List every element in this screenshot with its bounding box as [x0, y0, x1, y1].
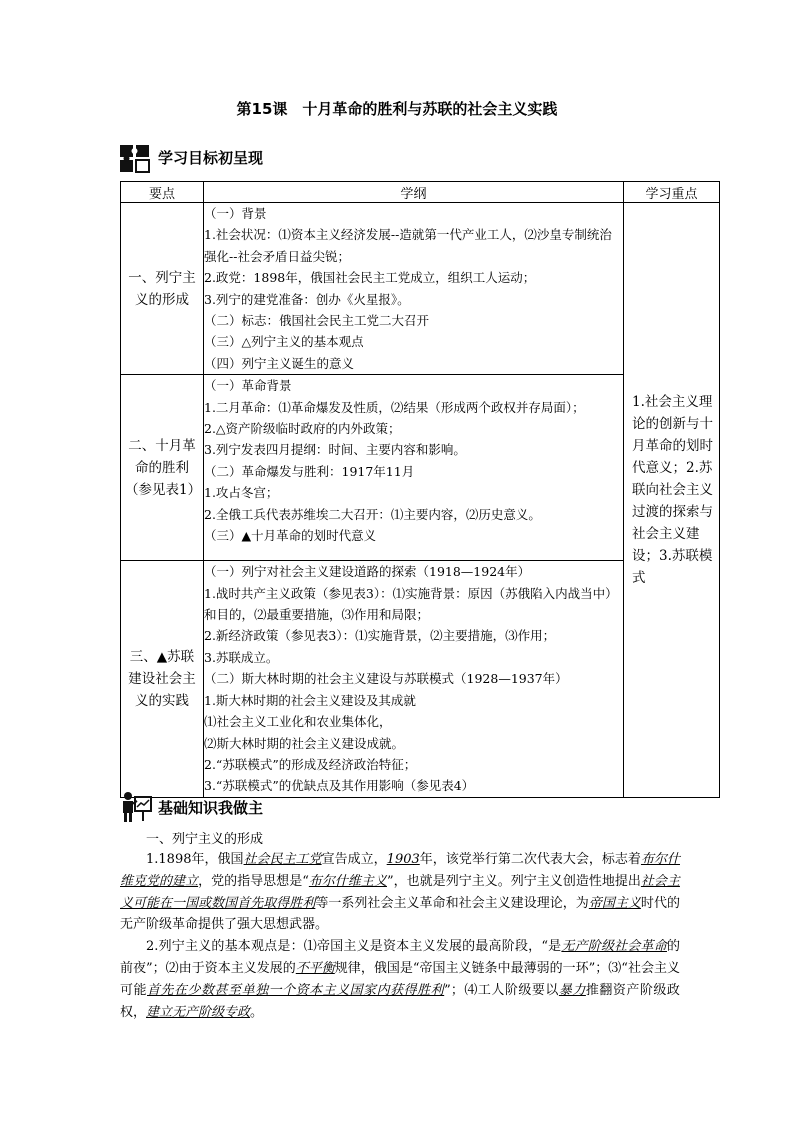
outline-line: ⑴社会主义工业化和农业集体化，: [204, 714, 392, 730]
text: 。: [250, 1004, 264, 1020]
outline-line: 3.列宁的建党准备：创办《火星报》。: [204, 291, 410, 307]
outline-line: （三）△列宁主义的基本观点: [204, 334, 364, 350]
outline-line: （一）列宁对社会主义建设道路的探索（1918—1924年）: [204, 564, 531, 580]
teacher-board-icon: [120, 791, 152, 823]
text: 等一系列社会主义革命和社会主义建设理论，为: [315, 895, 589, 911]
outline-cell: [204, 561, 624, 797]
outline-line: 2.“苏联模式”的形成及经济政治特征；: [204, 756, 417, 772]
subheading: 一、列宁主义的形成: [146, 832, 264, 847]
text: 2.列宁主义的基本观点是：⑴帝国主义是资本主义发展的最高阶段，“是: [146, 939, 562, 955]
answer-blank: 布尔什维主义: [308, 873, 387, 889]
outline-line: ⑵斯大林时期的社会主义建设成就。: [204, 735, 405, 751]
answer-blank: 无产阶级社会革命: [561, 939, 667, 955]
outline-line: （四）列宁主义诞生的意义: [204, 355, 355, 371]
text: 规律，俄国是“帝国主义链条中最薄弱的一环”；⑶“社会主义可能: [120, 960, 680, 998]
outline-line: 3.“苏联模式”的优缺点及其作用影响（参见表4）: [204, 778, 475, 794]
outline-line: 2.△资产阶级临时政府的内外政策；: [204, 421, 401, 437]
keypoint-cell: 三、▲苏联建设社会主义的实践: [121, 561, 204, 797]
outline-line: 3.苏联成立。: [204, 649, 279, 665]
text: ，党的指导思想是“: [198, 873, 309, 889]
outline-line: （一）革命背景: [204, 378, 292, 394]
outline-line: 1.战时共产主义政策（参见表3）：⑴实施背景：原因（苏俄陷入内战当中）和目的，⑵最重要措施，⑶作用和局限；: [204, 585, 618, 623]
page-title: 第15课 十月革命的胜利与苏联的社会主义实践: [236, 100, 558, 118]
outline-line: （二）斯大林时期的社会主义建设与苏联模式（1928—1937年）: [204, 671, 568, 687]
section-header-basics: [120, 790, 263, 824]
answer-blank: 暴力: [558, 982, 586, 998]
paragraph-2: [120, 936, 680, 1023]
outline-cell: [204, 203, 624, 375]
answer-blank: 社会主义可能在一国或数国首先取得胜利: [120, 873, 680, 911]
outline-line: 3.列宁发表四月提纲：时间、主要内容和影响。: [204, 442, 466, 458]
outline-line: 2.全俄工兵代表苏维埃二大召开：⑴主要内容，⑵历史意义。: [204, 506, 541, 522]
outline-line: 1.攻占冬宫；: [204, 485, 279, 501]
text: 宣告成立，: [321, 852, 387, 867]
keypoint-cell: 二、十月革命的胜利（参见表1）: [121, 375, 204, 561]
answer-blank: 1903: [386, 852, 420, 867]
focus-cell: 1.社会主义理论的创新与十月革命的划时代意义；2.苏联向社会主义过渡的探索与社会主义建设；3.苏联模式: [624, 203, 720, 798]
header-keypoint: 要点: [121, 182, 204, 203]
text: 年，该党举行第二次代表大会，标志着: [419, 852, 641, 867]
text: ”，也就是列宁主义。列宁主义创造性地提出: [386, 873, 641, 889]
section-header-objectives: [120, 140, 263, 174]
body-paragraphs: [120, 849, 680, 1023]
outline-line: （二）革命爆发与胜利：1917年11月: [204, 463, 415, 479]
text: ”；⑷工人阶级要以: [444, 982, 559, 998]
answer-blank: 社会民主工党: [243, 852, 322, 867]
paragraph-1: [120, 849, 680, 936]
answer-blank: 不平衡: [295, 960, 335, 976]
outline-line: 1.社会状况：⑴资本主义经济发展--造就第一代产业工人，⑵沙皇专制统治强化--社会矛盾日益尖锐；: [204, 227, 612, 264]
answer-blank: 建立无产阶级专政: [146, 1004, 251, 1020]
puzzle-icon: [120, 141, 152, 173]
outline-line: （二）标志：俄国社会民主工党二大召开: [204, 313, 430, 329]
header-outline: 学纲: [204, 182, 624, 203]
outline-line: （三）▲十月革命的划时代意义: [204, 528, 377, 544]
header-focus: 学习重点: [624, 182, 720, 203]
answer-blank: 布尔什维克党的建立: [120, 852, 680, 889]
text: 时代的无产阶级革命提供了强大思想武器。: [120, 895, 680, 933]
section-label: 学习目标初呈现: [158, 148, 264, 167]
text: 1.1898年，俄国: [146, 852, 244, 867]
outline-cell: [204, 375, 624, 561]
text: 的前夜”；⑵由于资本主义发展的: [120, 939, 680, 976]
outline-line: 2.政党：1898年，俄国社会民主工党成立，组织工人运动；: [204, 270, 536, 286]
section-label: 基础知识我做主: [158, 798, 264, 817]
text: 推翻资产阶级政权，: [120, 982, 680, 1020]
outline-line: （一）背景: [204, 206, 267, 221]
objectives-table: [120, 181, 720, 798]
outline-line: 2.新经济政策（参见表3）：⑴实施背景，⑵主要措施，⑶作用；: [204, 628, 556, 644]
keypoint-cell: 一、列宁主义的形成: [121, 203, 204, 375]
answer-blank: 帝国主义: [588, 895, 641, 911]
outline-line: 1.二月革命：⑴革命爆发及性质，⑵结果（形成两个政权并存局面）；: [204, 399, 585, 415]
answer-blank: 首先在少数甚至单独一个资本主义国家内获得胜利: [147, 982, 445, 998]
outline-line: 1.斯大林时期的社会主义建设及其成就: [204, 692, 416, 708]
